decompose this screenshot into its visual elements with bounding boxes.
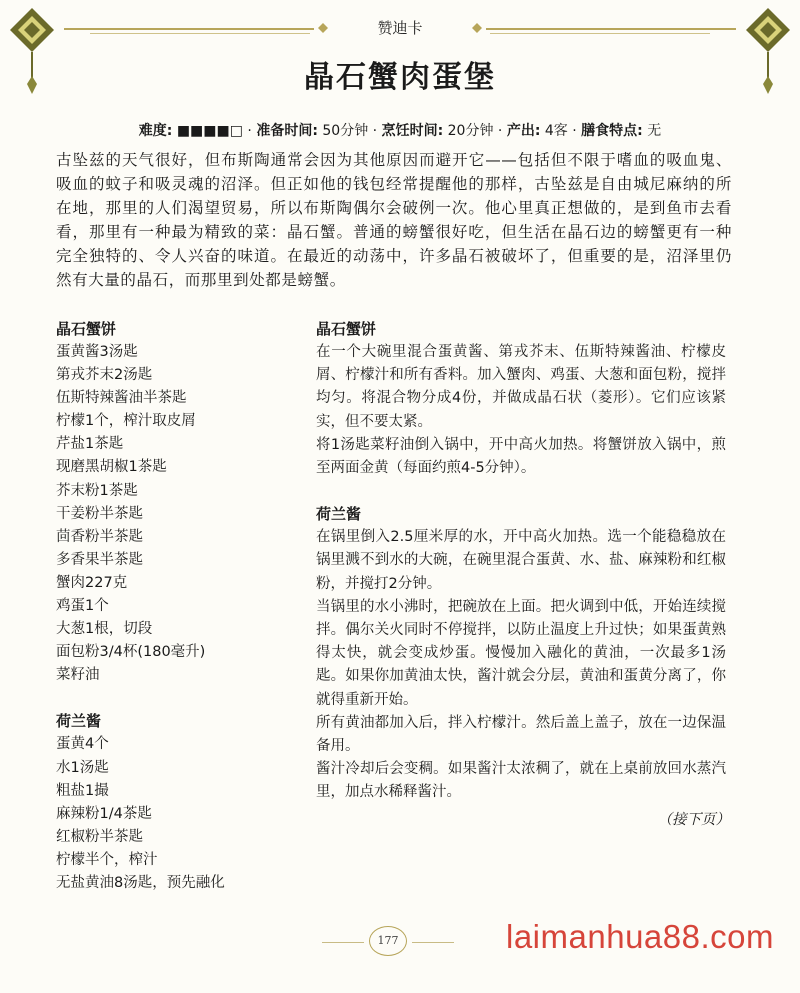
list-item: 蟹肉227克 bbox=[56, 574, 128, 591]
intro-paragraph: 古坠兹的天气很好，但布斯陶通常会因为其他原因而避开它——包括但不限于嗜血的吸血鬼、吸血的蚊子和吸灵魂的沼泽。但正如他的钱包经常提醒他的那样，古坠兹是自由城尼麻纳的所在地，那里的人们渴望贸易，所以布斯陶偶尔会破例一次。他心里真正想做的，是到鱼市去看看，那里有一种最为精致的菜：晶石蟹。普通的螃蟹很好吃，但生活在晶石边的螃蟹更有一种完全独特的、令人兴奋的味道。在最近的动荡中，许多晶石被破坏了，但重要的是，沼泽里仍然有大量的晶石，而那里到处都是螃蟹。 bbox=[56, 151, 732, 289]
list-item: 芹盐1茶匙 bbox=[56, 436, 124, 453]
list-item: 现磨黑胡椒1茶匙 bbox=[56, 459, 167, 476]
list-item: 无盐黄油8汤匙，预先融化 bbox=[56, 874, 225, 891]
steps-cake-title: 晶石蟹饼 bbox=[316, 320, 377, 338]
list-item: 面包粉3/4杯(180毫升) bbox=[56, 644, 206, 661]
yield-label: 产出: bbox=[506, 123, 541, 139]
header-rule-right bbox=[486, 28, 736, 30]
diamond-ornament-icon bbox=[472, 23, 482, 33]
list-item: 蛋黄4个 bbox=[56, 736, 109, 753]
footer-rule-right bbox=[412, 942, 454, 943]
difficulty-value: ■■■■□ bbox=[176, 123, 243, 139]
header-subrule-left bbox=[90, 33, 310, 34]
chapter-title: 赞迪卡 bbox=[377, 19, 423, 37]
continued-note: （接下页） bbox=[657, 812, 730, 828]
recipe-title: 晶石蟹肉蛋堡 bbox=[304, 60, 496, 95]
list-item: 芥末粉1茶匙 bbox=[56, 482, 138, 499]
step-paragraph: 在一个大碗里混合蛋黄酱、第戎芥末、伍斯特辣酱油、柠檬皮屑、柠檬汁和所有香料。加入蟹肉、鸡蛋、大葱和面包粉，搅拌均匀。将混合物分成4份，并做成晶石状（菱形）。它们应该紧实，但不要太紧。 bbox=[316, 344, 726, 430]
list-item: 茴香粉半茶匙 bbox=[56, 528, 143, 545]
list-item: 干姜粉半茶匙 bbox=[56, 505, 143, 522]
list-item: 鸡蛋1个 bbox=[56, 598, 109, 615]
ingredients-column bbox=[56, 318, 286, 895]
step-paragraph: 所有黄油都加入后，拌入柠檬汁。然后盖上盖子，放在一边保温备用。 bbox=[316, 714, 726, 755]
watermark: laimanhua88.com bbox=[506, 918, 774, 955]
header-rule-left bbox=[64, 28, 314, 30]
page-number: 177 bbox=[369, 926, 407, 956]
header-subrule-right bbox=[490, 33, 710, 34]
step-paragraph: 在锅里倒入2.5厘米厚的水，开中高火加热。选一个能稳稳放在锅里溅不到水的大碗，在碗里混合蛋黄、水、盐、麻辣粉和红椒粉，并搅打2分钟。 bbox=[316, 529, 726, 592]
list-item: 蛋黄酱3汤匙 bbox=[56, 344, 138, 360]
steps-column bbox=[316, 318, 726, 805]
cook-value: 20分钟 bbox=[447, 123, 494, 139]
list-item: 柠檬半个，榨汁 bbox=[56, 851, 158, 868]
recipe-meta: 难度: ■■■■□ · 准备时间: 50分钟 · 烹饪时间: 20分钟 · 产出: 4客 · 膳食特点: 无 bbox=[138, 123, 662, 139]
diet-label: 膳食特点: bbox=[581, 123, 643, 139]
diamond-ornament-icon bbox=[318, 23, 328, 33]
diet-value: 无 bbox=[647, 123, 662, 139]
list-item: 粗盐1撮 bbox=[56, 782, 109, 799]
list-item: 第戎芥末2汤匙 bbox=[56, 367, 153, 384]
ingredients-cake-title: 晶石蟹饼 bbox=[56, 320, 117, 338]
prep-value: 50分钟 bbox=[322, 123, 369, 139]
list-item: 红椒粉半茶匙 bbox=[56, 828, 143, 845]
list-item: 水1汤匙 bbox=[56, 759, 109, 776]
step-paragraph: 将1汤匙菜籽油倒入锅中，开中高火加热。将蟹饼放入锅中，煎至两面金黄（每面约煎4-5分钟）。 bbox=[316, 436, 726, 477]
list-item: 多香果半茶匙 bbox=[56, 551, 143, 568]
list-item: 柠檬1个，榨汁取皮屑 bbox=[56, 413, 196, 430]
prep-label: 准备时间: bbox=[256, 123, 318, 139]
list-item: 伍斯特辣酱油半茶匙 bbox=[56, 390, 187, 407]
cook-label: 烹饪时间: bbox=[381, 123, 444, 139]
step-paragraph: 当锅里的水小沸时，把碗放在上面。把火调到中低，开始连续搅拌。偶尔关火同时不停搅拌，以防止温度上升过快；如果蛋黄熟得太快，就会变成炒蛋。慢慢加入融化的黄油，一次最多1汤匙。如果你加黄油太快，酱汁就会分层，黄油和蛋黄分离了，你就得重新开始。 bbox=[316, 598, 726, 708]
yield-value: 4客 bbox=[544, 123, 568, 139]
ingredients-sauce-title: 荷兰酱 bbox=[56, 712, 102, 731]
list-item: 大葱1根，切段 bbox=[56, 621, 153, 638]
difficulty-label: 难度: bbox=[138, 123, 173, 139]
list-item: 菜籽油 bbox=[56, 667, 100, 684]
footer-rule-left bbox=[322, 942, 364, 943]
steps-sauce-title: 荷兰酱 bbox=[316, 505, 362, 524]
step-paragraph: 酱汁冷却后会变稠。如果酱汁太浓稠了，就在上桌前放回水蒸汽里，加点水稀释酱汁。 bbox=[316, 761, 726, 801]
list-item: 麻辣粉1/4茶匙 bbox=[56, 805, 152, 822]
